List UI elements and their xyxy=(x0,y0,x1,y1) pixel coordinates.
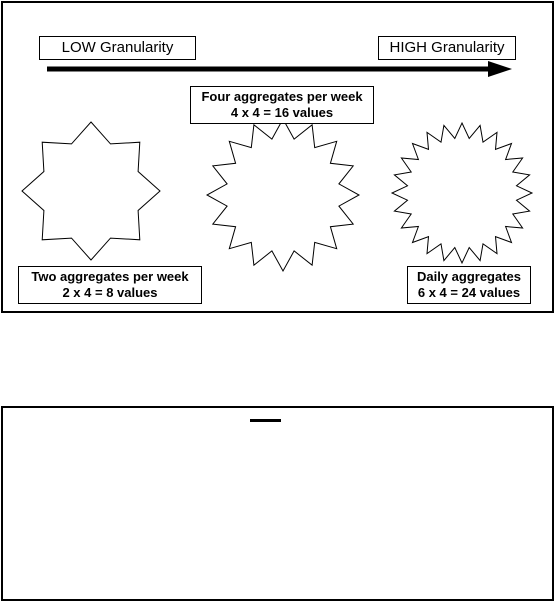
four-aggregates-title: Four aggregates per week xyxy=(201,89,363,104)
high-granularity-text: HIGH Granularity xyxy=(389,39,505,56)
daily-aggregates-title: Daily aggregates xyxy=(416,269,522,284)
star-16-points xyxy=(207,119,359,271)
four-aggregates-values: 4 x 4 = 16 values xyxy=(230,105,334,120)
high-granularity-label xyxy=(378,36,516,60)
two-aggregates-box xyxy=(18,266,202,304)
two-aggregates-title: Two aggregates per week xyxy=(31,269,189,284)
low-granularity-label xyxy=(39,36,196,60)
empty-panel xyxy=(1,406,554,601)
two-aggregates-values: 2 x 4 = 8 values xyxy=(62,285,158,300)
star-8-points xyxy=(22,122,160,260)
four-aggregates-box xyxy=(190,86,374,124)
daily-aggregates-box xyxy=(407,266,531,304)
low-granularity-text: LOW Granularity xyxy=(61,39,174,56)
granularity-arrow xyxy=(47,61,512,77)
divider-bar xyxy=(250,419,281,422)
star-24-points xyxy=(392,123,532,263)
daily-aggregates-values: 6 x 4 = 24 values xyxy=(417,285,521,300)
